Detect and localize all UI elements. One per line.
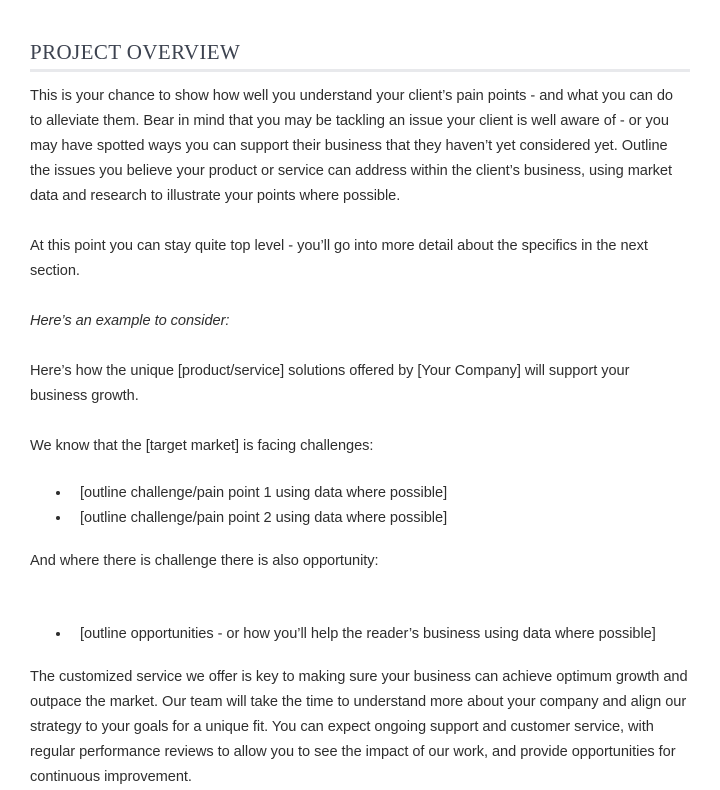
spacer (30, 209, 688, 234)
page-title: PROJECT OVERVIEW (30, 40, 241, 64)
list-item (30, 622, 688, 647)
challenges-bullet-list (30, 481, 688, 531)
spacer (30, 284, 688, 309)
spacer (30, 647, 688, 665)
paragraph-example-lead-in: Here’s an example to consider: (30, 313, 230, 329)
paragraph-challenges-lead-in: We know that the [target market] is facing challenges: (30, 438, 374, 454)
list-item-label: [outline opportunities - or how you’ll help the reader’s business using data where possible] (80, 626, 656, 642)
opportunities-bullet-list (30, 622, 688, 647)
paragraph-intro: This is your chance to show how well you understand your client’s pain points - and what you can do to alleviate them. Bear in mind that you may be tackling an issue your client is well aware of - or you may have spotted ways you can support their business that they haven’t yet considered yet. Outline the issues you believe your product or service can address within the client’s business, using market data and research to illustrate your points where possible. (30, 88, 673, 204)
spacer (30, 459, 688, 481)
spacer (30, 531, 688, 549)
paragraph-top-level: At this point you can stay quite top level - you’ll go into more detail about the specifics in the next section. (30, 238, 648, 279)
list-item-label: [outline challenge/pain point 2 using data where possible] (80, 510, 448, 526)
spacer (30, 574, 688, 622)
heading-divider (30, 69, 690, 72)
bullet-icon (56, 516, 60, 520)
spacer (30, 334, 688, 359)
paragraph-opportunity-lead-in: And where there is challenge there is also opportunity: (30, 553, 379, 569)
paragraph-solutions: Here’s how the unique [product/service] solutions offered by [Your Company] will support your business growth. (30, 363, 630, 404)
bullet-icon (56, 491, 60, 495)
document-body (30, 84, 688, 790)
list-item (30, 481, 688, 506)
spacer (30, 409, 688, 434)
section-heading (30, 40, 690, 72)
list-item-label: [outline challenge/pain point 1 using data where possible] (80, 485, 448, 501)
paragraph-customized-service: The customized service we offer is key to making sure your business can achieve optimum growth and outpace the market. Our team will take the time to understand more about your company and align our strategy to your goals for a unique fit. You can expect ongoing support and customer service, with regular performance reviews to allow you to see the impact of our work, and provide opportunities for continuous improvement. (30, 669, 688, 785)
bullet-icon (56, 632, 60, 636)
list-item (30, 506, 688, 531)
